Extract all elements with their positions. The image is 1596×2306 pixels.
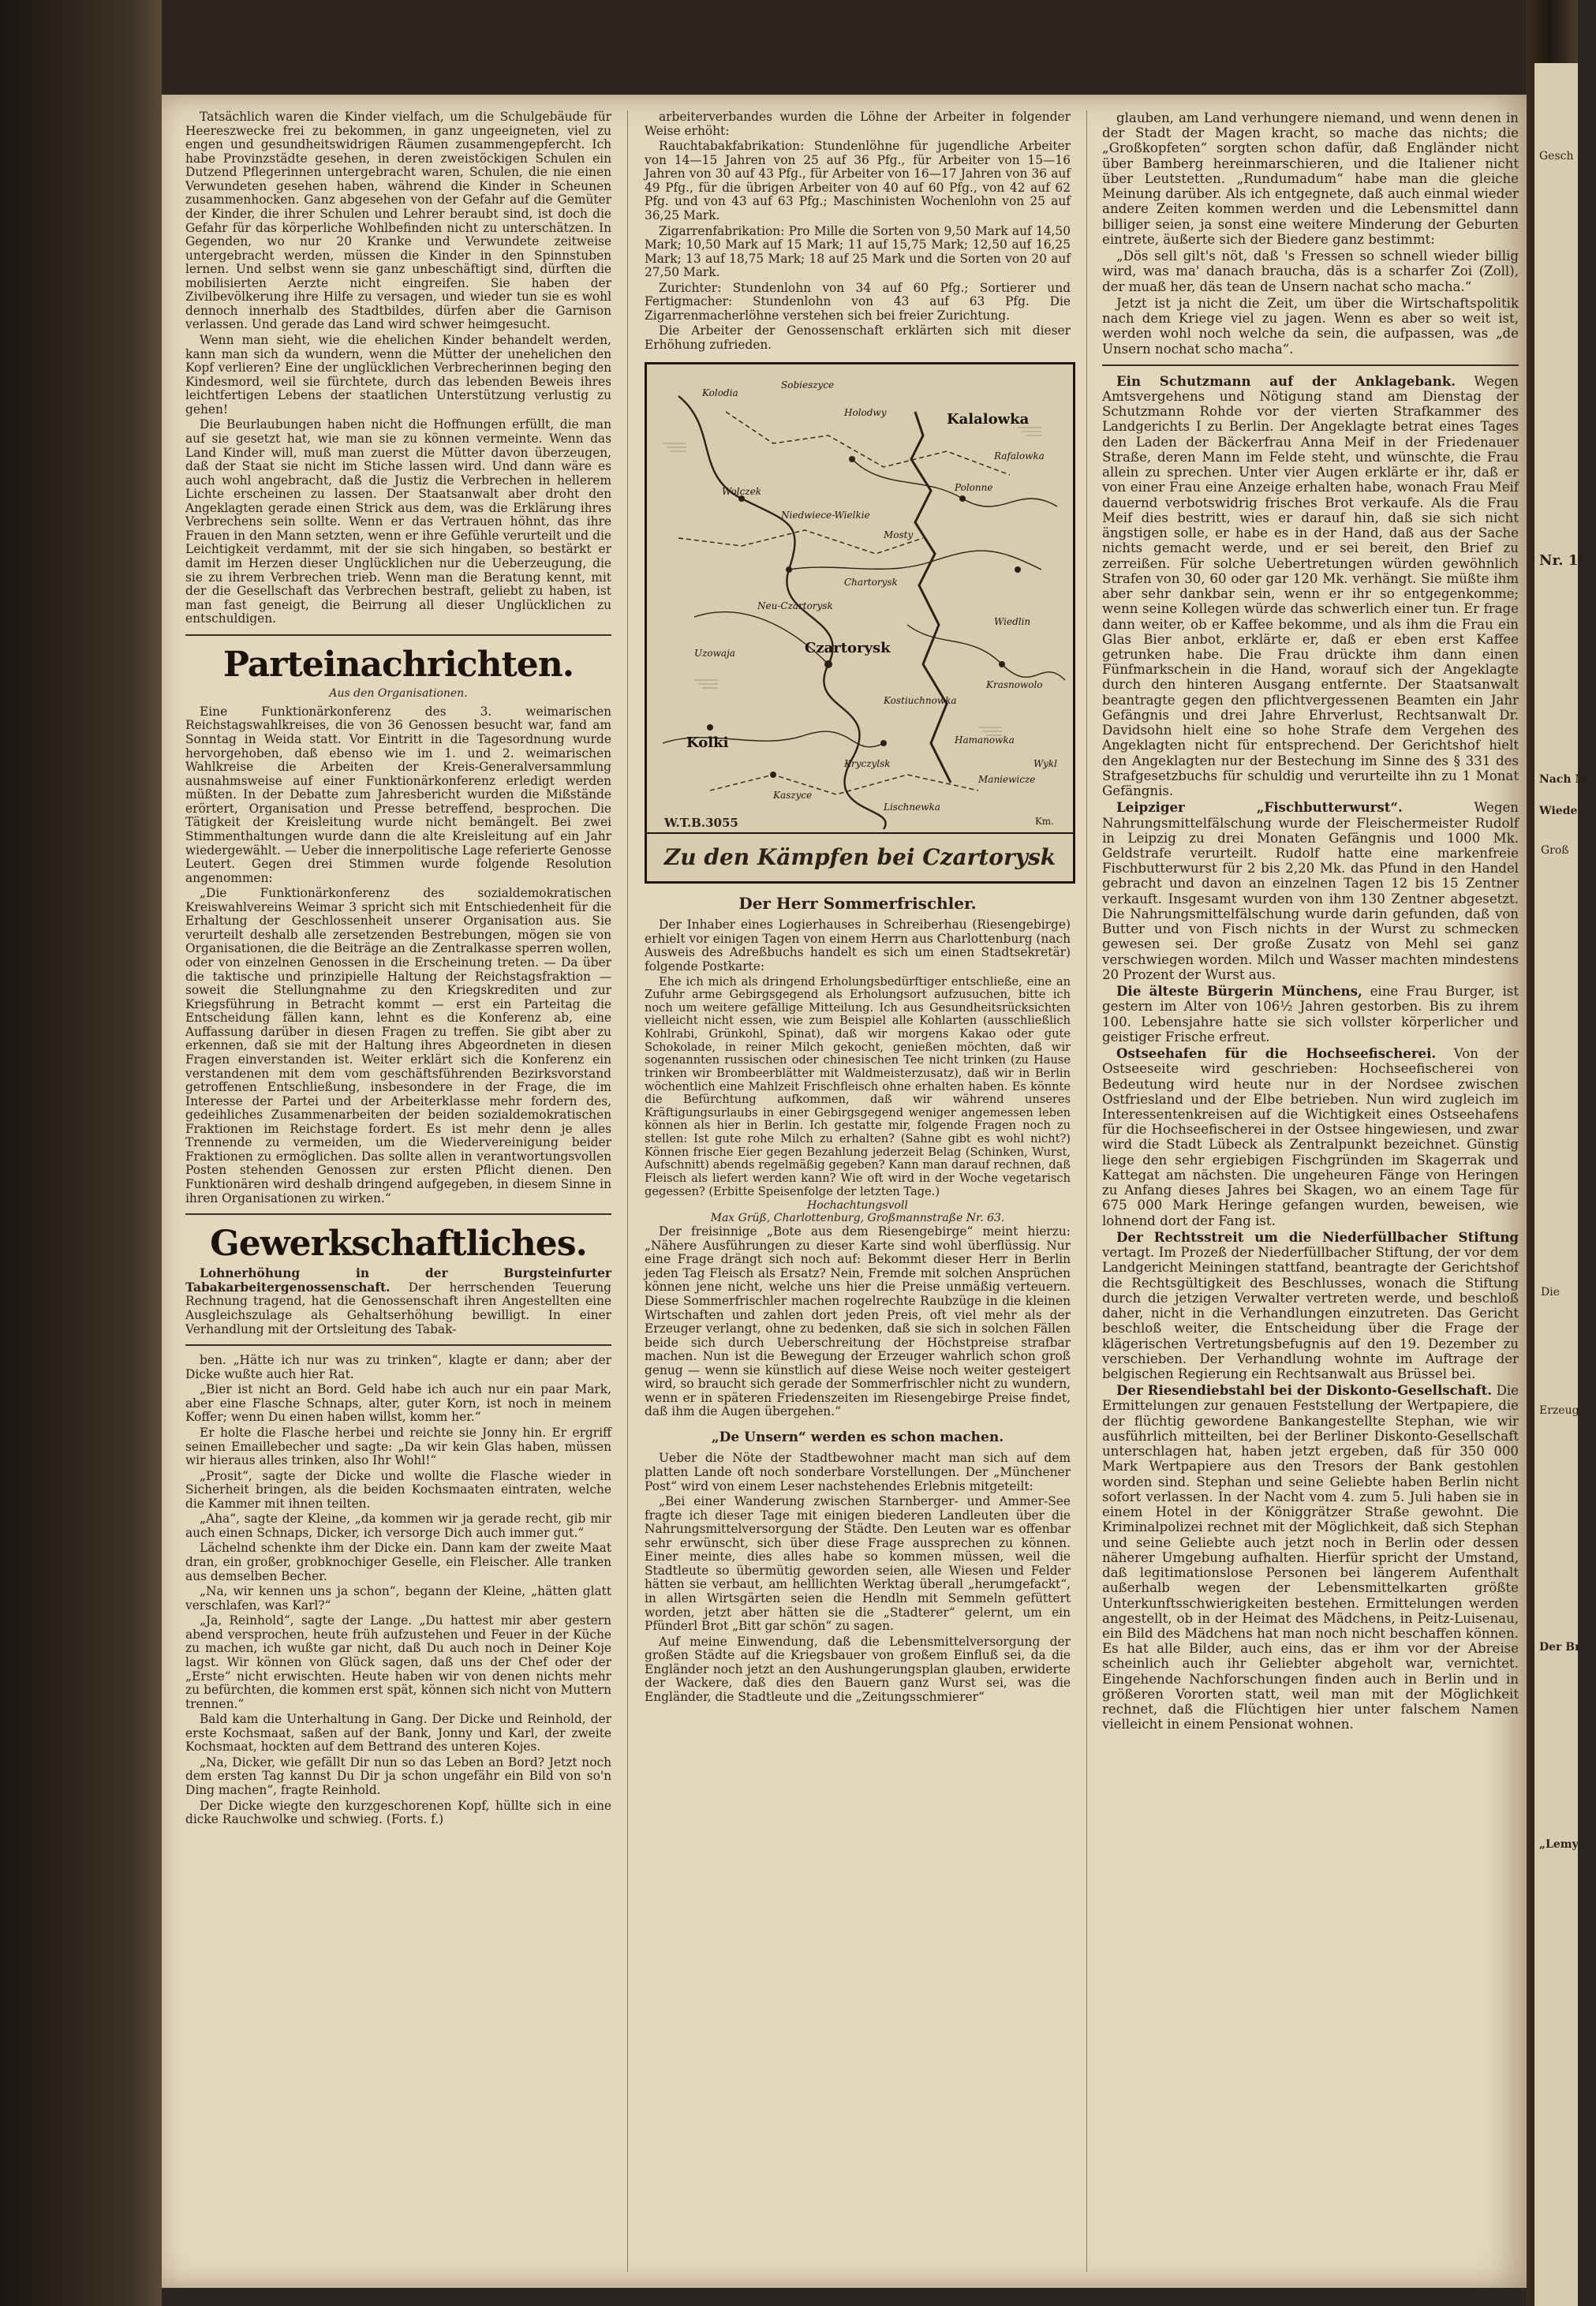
facing-page-fragment: Groß <box>1541 844 1569 857</box>
paragraph: Ehe ich mich als dringend Erholungsbedürftiger entschließe, eine an Zufuhr arme Gebirgsgegend als Erholungsort aufzusuchen, bitte ich noch um weitere gefällige Mitteilung. Ich aus Gesundheitsrücksichten vielleicht nicht essen, wie zum Beispiel alle Kohlarten (ausschließlich Kohlrabi, Grünkohl, Spinat), daß wir morgens Kakao oder gute Schokolade, in reiner Milch gekocht, genießen möchten, daß wir sogenannten russischen oder chinesischen Tee nicht trinken (zu Hause trinken wir Brombeerblätter mit Waldmeisterzusatz), daß wir in Berlin wöchentlich eine Mahlzeit Frischfleisch ohne erhalten haben. Es könnte die Befürchtung aufkommen, daß wir während unseres Kräftigungsurlaubs in einer Gebirgsgegend weniger angemessen leben können als hier in Berlin. Ich gestatte mir, folgende Fragen noch zu stellen: Ist gute rohe Milch zu erhalten? (Sahne gibt es wohl nicht?) Können frische Eier gegen Bezahlung jederzeit Belag (Schinken, Wurst, Aufschnitt) abends regelmäßig gegeben? Kann man darauf rechnen, daß Fleisch als liefert werden kann? Wie oft wird in der Woche vegetarisch gegessen? (Erbitte Speisenfolge der letzten Tage.) <box>645 974 1071 1198</box>
letter-closing: Hochachtungsvoll <box>807 1199 908 1213</box>
column-left <box>185 110 611 2272</box>
article-title: Der Rechtsstreit um die Niederfüllbacher Stiftung <box>1116 1228 1519 1245</box>
facing-page-fragment: Die <box>1541 1286 1560 1299</box>
story-paragraph: ben. „Hätte ich nur was zu trinken“, klagte er dann; aber der Dicke wußte auch hier Rat. <box>185 1353 611 1381</box>
article-title: Ostseehafen für die Hochseefischerei. <box>1116 1045 1437 1062</box>
map-place: Maniewicze <box>978 773 1036 785</box>
facing-page-fragment: „Lemyg“ <box>1539 1838 1593 1851</box>
paragraph: Zurichter: Stundenlohn von 34 auf 60 Pfg.; Sortierer und Fertigmacher: Stundenlohn von 43 auf 63 Pfg. Die Zigarrenmacherlöhne verstehen sich bei freier Zurichtung. <box>645 280 1071 323</box>
paragraph: Ueber die Nöte der Stadtbewohner macht man sich auf dem platten Lande oft noch sonderbare Vorstellungen. Der „Münchener Post“ wird von einem Leser nachstehendes Erlebnis mitgeteilt: <box>645 1451 1071 1493</box>
paragraph: Wenn man sieht, wie die ehelichen Kinder behandelt werden, kann man sich da wundern, wenn die Mütter der unehelichen den Kopf verlieren? Eine der unglücklichen Verbrecherinnen beging den Kindesmord, weil sie fürchtete, durch das lebenden Beweis ihres leichtfertigen Lebens der staatlichen Unterstützung verlustig zu gehen! <box>185 333 611 417</box>
map-place: Kryczylsk <box>844 757 891 769</box>
section-rule <box>185 634 611 636</box>
column-middle <box>645 110 1071 2272</box>
story-paragraph: „Na, Dicker, wie gefällt Dir nun so das Leben an Bord? Jetzt noch dem ersten Tag kannst Du Dir ja schon ungefähr ein Bild von so'n Ding machen“, fragte Reinhold. <box>185 1755 611 1798</box>
map-place: Rafalowka <box>994 450 1045 462</box>
story-paragraph: Der Dicke wiegte den kurzgeschorenen Kopf, hüllte sich in eine dicke Rauchwolke und schwieg. (Forts. f.) <box>185 1798 611 1827</box>
paragraph: Tatsächlich waren die Kinder vielfach, um die Schulgebäude für Heereszwecke frei zu bekommen, in ganz ungeeigneten, viel zu engen und gesundheitswidrigen Räumen zusammengepfercht. Ich habe Provinzstädte gesehen, in deren zweistöckigen Schulen ein Dutzend Pflegerinnen untergebracht waren, Schulen, die nie einen Verwundeten gesehen haben, während die Kinder in Scheunen zusammenhocken. Ganz abgesehen von der Gefahr auf die Gemüter der Kinder, die ihrer Schulen und Lehrer beraubt sind, ist doch die Gefahr für das körperliche Wohlbefinden nicht zu unterschätzen. In Gegenden, wo nur 20 Kranke und Verwundete zeitweise untergebracht werden, müssen die Kinder in den Spinnstuben lernen. Und selbst wenn sie ganz unbeschäftigt sind, dürften die mobilisierten Aerzte nicht eingreifen. Sie haben der Zivilbevölkerung ihre Hilfe zu versagen, und wieder tun sie es wohl dennoch innerhalb des Stadtbildes, dürfen aber die Garnison verlassen. Und gerade das Land wird schwer heimgesucht. <box>185 110 611 332</box>
map-place: Mosty <box>884 529 914 540</box>
story-paragraph: Lächelnd schenkte ihm der Dicke ein. Dann kam der zweite Maat dran, ein großer, grobknochiger Geselle, ein Fleischer. Alle tranken aus demselben Becher. <box>185 1541 611 1583</box>
paragraph: Der Inhaber eines Logierhauses in Schreiberhau (Riesengebirge) erhielt vor einigen Tagen von einem Herrn aus Charlottenburg (nach Ausweis des Adreßbuchs handelt es sich um einen Stadtsekretär) folgende Postkarte: <box>645 918 1071 974</box>
map-czartorysk <box>645 362 1075 884</box>
article-title-sommerfrischler: Der Herr Sommerfrischler. <box>738 893 977 913</box>
map-place: Kolodia <box>702 387 738 398</box>
paragraph: glauben, am Land verhungere niemand, und wenn denen in der Stadt der Magen kracht, so mache das nichts; die „Großkopfeten“ sorgten schon dafür, daß Engländer nicht über Bamberg hereinmarschieren, und die Italiener nicht über Leutstetten. „Rundumadum“ habe man die gleiche Meinung darüber. Als ich entgegnete, daß auch einmal wieder andere Zeiten kommen werden und die Lebensmittel dann billiger seien, ja sonst eine weitere Minderung der Geburten eintrete, äußerte sich der Biedere ganz bestimmt: <box>1102 110 1519 247</box>
section-rule <box>185 1213 611 1215</box>
story-paragraph: „Na, wir kennen uns ja schon“, begann der Kleine, „hätten glatt verschlafen, was Karl?“ <box>185 1584 611 1613</box>
map-agency-code: W.T.B.3055 <box>664 816 738 831</box>
map-place: Kaszyce <box>773 789 813 801</box>
article-title: Der Riesendiebstahl bei der Diskonto-Gesellschaft. <box>1116 1382 1493 1399</box>
article-text: Von der Ostseeseite wird geschrieben: Hochseefischerei von Bedeutung wird heute nur in der Nordsee zwischen Ostfriesland und der Elbe betrieben. Nun wird zugleich im Interessentenkreisen auf die Wichtigkeit eines Ostseehafens für die Hochseefischerei in der Ostsee hingewiesen, und zwar wird die Stadt Lübeck als Zentralpunkt bezeichnet. Günstig liege den sehr ergiebigen Fischgründen im Skagerrak und Kattegat am nächsten. Die ungeheuren Fänge von Heringen zu Anfang dieses Jahres bei Skagen, wo an einem Tage für 675 000 Mark Heringe gefangen wurden, beweisen, wie lohnend dort der Fang ist. <box>1102 1046 1519 1228</box>
facing-page-fragment: Nach M <box>1539 773 1587 786</box>
column-right <box>1102 110 1519 2272</box>
map-place: Krasnowolo <box>986 678 1043 690</box>
facing-page-fragment: Erzeug <box>1539 1404 1579 1417</box>
map-place: Czartorysk <box>805 639 891 656</box>
article-text: Wegen Amtsvergehens und Nötigung stand am Dienstag der Schutzmann Rohde vor der vierten Strafkammer des Landgerichts I zu Berlin. Der Angeklagte betrat eines Tages den Laden der Bäckerfrau Anna Meif in der Friedenauer Straße, deren Mann im Felde steht, und wünschte, die Frau allein zu sprechen. Unter vier Augen erklärte er ihr, daß er von einer Frau eine Anzeige erhalten habe, wonach Frau Meif dauernd verbotswidrig frisches Brot verkaufe. Als die Frau Meif dies bestritt, wies er darauf hin, daß sie sich nicht ängstigen solle, er habe es in der Hand, daß aus der Sache nichts gemacht werde, und er sei bereit, den Brief zu zerreißen. Für solche Uebertretungen würden gewöhnlich Strafen von 30, 60 oder gar 120 Mk. verhängt. Sie müßte ihm aber sehr dankbar sein, wenn er ihr so entgegenkomme; wenn seine Kollegen würde das schwerlich einer tun. Er frage dann weiter, ob er Kaffee bekomme, und als ihm die Frau ein Glas Bier anbot, erklärte er, daß er eben erst Kaffee getrunken habe. Die Frau drückte ihm dann einen Fünfmarkschein in die Hand, worauf sich der Angeklagte durch den hinteren Ausgang entfernte. Der Staatsanwalt beantragte gegen den pflichtvergessenen Beamten ein Jahr Gefängnis und drei Jahre Ehrverlust, Rechtsanwalt Dr. Davidsohn hielt eine so hohe Strafe dem Vergehen des Angeklagten nicht für entsprechend. Der Gerichtshof hielt den Angeklagten nur der Bestechung im Sinne des § 331 des Strafgesetzbuchs für schuldig und verurteilte ihn zu 1 Monat Gefängnis. <box>1102 373 1519 799</box>
facing-page-fragment: Der Brub <box>1539 1641 1596 1654</box>
story-paragraph: Bald kam die Unterhaltung in Gang. Der Dicke und Reinhold, der erste Kochsmaat, saßen auf der Bank, Jonny und Karl, der zweite Kochsmaat, hockten auf dem Bettrand des unteren Kojes. <box>185 1712 611 1755</box>
map-place: Wiedlin <box>994 615 1031 627</box>
facing-page-fragment: Gesch <box>1539 150 1574 163</box>
paragraph: „Bei einer Wanderung zwischen Starnberger- und Ammer-See fragte ich dieser Tage mit einigen biederen Landleuten über die Nahrungsmittelversorgung der Städte. Den Leuten war es offenbar sehr erwünscht, sich über diese Frage aussprechen zu können. Einer meinte, dies alles habe so kommen müssen, weil die Stadtleute so übermütig geworden seien, alle Wiesen und Felder hätten sie verbaut, am helllichten Werktag überall „herumgefackt“, in allen Wirtsgärten seien die Hendln mit Semmeln gefüttert worden, jetzt aber hätten sie die „Stadterer“ gelernt, um ein Pfünderl Brot „Bitt gar schön“ zu sagen. <box>645 1494 1071 1634</box>
article-title: Leipziger „Fischbutterwurst“. <box>1116 799 1403 816</box>
story-paragraph: „Ja, Reinhold“, sagte der Lange. „Du hattest mir aber gestern abend versprochen, heute früh aufzustehen und Feuer in der Küche zu machen, ich wußte gar nicht, daß Du auch noch in Deiner Koje lagst. Wir können von Glück sagen, daß uns der Chef oder der „Erste“ nicht erwischten. Heute haben wir von denen nichts mehr zu befürchten, die kommen erst spät, können sich nicht von Muttern trennen.“ <box>185 1613 611 1711</box>
paragraph: Der freisinnige „Bote aus dem Riesengebirge“ meint hierzu: „Nähere Ausführungen zu dieser Karte sind wohl überflüssig. Nur eine Frage drängt sich noch auf: Bekommt dieser Herr in Berlin jeden Tag Fleisch als Ersatz? Nein, Fremde mit solchen Ansprüchen können jene nicht, welche uns hier die Preise unmäßig verteuern. Diese Sommerfrischler machen rogelrechte Raubzüge in die kleinen Wirtschaften und zahlen dort jeden Preis, oft viel mehr als der Erzeuger verlangt, ohne zu bedenken, daß sie sich in solchen Fällen beide sich durch Ueberschreitung der Höchstpreise strafbar machen. Nun ist die Bewegung der Erzeuger wahrlich schon groß genug — wenn sie künstlich auf diese Weise noch weiter gesteigert wird, so braucht sich gerade der Sommerfrischler nicht zu wundern, wenn er in späteren Friedenszeiten im Riesengebirge Preise findet, daß ihm die Augen übergehen.“ <box>645 1224 1071 1419</box>
map-place: Niedwiece-Wielkie <box>781 509 870 521</box>
article-text: Wegen Nahrungsmittelfälschung wurde der Fleischermeister Rudolf in Leipzig zu drei Monaten Gefängnis und 1000 Mk. Geldstrafe verurteilt. Rudolf hatte eine markenfreie Fischbutterwurst für 2 bis 2,20 Mk. das Pfund in den Handel gebracht und davon an einzelnen Tagen 12 bis 15 Zentner verkauft. Insgesamt wurden von ihm 130 Zentner abgesetzt. Die Nahrungsmittelfälschung wurde darin gefunden, daß von Butter und von Fisch nichts in der Wurst zu schmecken gewesen sei. Der große Zusatz von Mehl sei ganz verschwiegen worden. Milch und Wasser machten mindestens 20 Prozent der Wurst aus. <box>1102 800 1519 982</box>
story-paragraph: Er holte die Flasche herbei und reichte sie Jonny hin. Er ergriff seinen Emaillebecher und sagte: „Da wir kein Glas haben, müssen wir hieraus alles trinken, also Ihr Wohl!“ <box>185 1425 611 1468</box>
map-place: Kostiuchnowka <box>884 694 957 706</box>
column-divider <box>627 110 628 2272</box>
article-text: Die Ermittelungen zur genauen Feststellung der Wertpapiere, die der flüchtig gewordene Bankangestellte Stephan, wie wir ausführlich mitteilten, bei der Berliner Diskonto-Gesellschaft unterschlagen hat, haben jetzt ergeben, daß für 350 000 Mark Wertpapiere aus den Tresors der Bank gestohlen worden sind. Stephan und seine Geliebte haben Berlin nicht sofort verlassen. In der Nacht vom 4. zum 5. Juli haben sie in einem Hotel in der Königgrätzer Straße gewohnt. Die Kriminalpolizei rechnet mit der Möglichkeit, daß sich Stephan und seine Geliebte auch jetzt noch in Berlin oder dessen näherer Umgebung aufhalten. Hierfür spricht der Umstand, daß legitimationslose Personen bei längerem Aufenthalt außerhalb wegen der Lebensmittelkarten größte Unterkunftsschwierigkeiten bestehen. Ermittelungen werden angestellt, ob in der Heimat des Mädchens, in Peitz-Luisenau, ein Bild des Mädchens hat man noch nicht beschaffen können. Es hat alle Bilder, auch eins, das er ihm vor der Abreise scheinlich auch ihr Geliebter abgeholt war, vernichtet. Eingehende Nachforschungen finden auch in Berlin und in größeren Vororten statt, weil man mit der Möglichkeit rechnet, daß die Flüchtigen hier unter falschem Namen vielleicht in einem Pensionat wohnen. <box>1102 1383 1519 1732</box>
facing-page-fragment: Nr. 16 <box>1539 552 1588 569</box>
paragraph: Eine Funktionärkonferenz des 3. weimarischen Reichstagswahlkreises, die von 36 Genossen besucht war, fand am Sonntag in Weida statt. Vor Eintritt in die Tagesordnung wurde hervorgehoben, daß ebenso wie im 1. und 2. weimarischen Wahlkreise die Arbeiten der Kreis-Generalversammlung ausnahmsweise auf einer Funktionärkonferenz erledigt werden müßten. In der Debatte zum Jahresbericht wurden die Mißstände erörtert, Organisation und Presse betreffend, besprochen. Die Tätigkeit der Kreisleitung wurde nicht bemängelt. Bei zwei Stimmenthaltungen wurde dann die alte Kreisleitung auf ein Jahr wiedergewählt. — Ueber die innerpolitische Lage referierte Genosse Leutert. Gegen drei Stimmen wurde folgende Resolution angenommen: <box>185 704 611 885</box>
article-title: Die älteste Bürgerin Münchens, <box>1116 983 1362 1000</box>
map-place: Neu-Czartorysk <box>757 600 833 611</box>
map-place: Kolki <box>686 734 729 751</box>
paragraph: Rauchtabakfabrikation: Stundenlöhne für jugendliche Arbeiter von 14—15 Jahren von 25 auf 36 Pfg., für Arbeiter von 15—16 Jahren von 30 auf 43 Pfg., für Arbeiter von 16—17 Jahren von 36 auf 49 Pfg., für die übrigen Arbeiter von 40 auf 60 Pfg., von 42 auf 62 Pfg. und von 43 auf 63 Pfg.; Maschinisten Wochenlohn von 25 auf 36,25 Mark. <box>645 139 1071 222</box>
map-caption: Zu den Kämpfen bei Czartorysk <box>647 832 1073 881</box>
story-paragraph: „Prosit“, sagte der Dicke und wollte die Flasche wieder in Sicherheit bringen, als die beiden Kochsmaaten eintraten, welche die Kammer mit ihnen teilten. <box>185 1468 611 1511</box>
map-place: Hamanowka <box>955 734 1015 746</box>
section-rule <box>185 1344 611 1346</box>
section-title-parteinachrichten: Parteinachrichten. <box>222 644 574 685</box>
map-place: Sobieszyce <box>781 379 835 391</box>
map-scale-unit: Km. <box>1034 815 1054 827</box>
map-place: Wolczek <box>722 485 761 497</box>
map-place: Holodwy <box>844 406 887 418</box>
map-place: Kalalowka <box>947 410 1030 428</box>
section-title-gewerkschaftliches: Gewerkschaftliches. <box>210 1224 587 1265</box>
facing-page-fragment: Wiede <box>1539 805 1578 817</box>
article-text: eine Frau Burger, ist gestern im Alter von 106½ Jahren gestorben. Bis zu ihrem 100. Lebensjahre hatte sie sich vollster körperlicher und geistiger Frische erfreut. <box>1102 984 1519 1045</box>
paragraph: Auf meine Einwendung, daß die Lebensmittelversorgung der großen Städte auf die Kriegsbauer von großem Einfluß sei, da die Engländer noch jetzt an den Aushungerungsplan glauben, erwiderte der Wackere, daß dies den Bauern ganz Wurst sei, was die Engländer, die Stadtleute und die „Zeitungsschmierer“ <box>645 1634 1071 1704</box>
section-rule <box>1102 364 1519 366</box>
map-place: Polonne <box>955 481 993 493</box>
paragraph: Die Beurlaubungen haben nicht die Hoffnungen erfüllt, die man auf sie gesetzt hat, wie man sie zu können vermeinte. Wenn das Land Kinder will, muß man zuerst die Mütter davon überzeugen, daß der Staat sie nicht im Stiche lassen wird. Und dann wäre es auch wohl angebracht, daß die Justiz die Verbrechen in hellerem Lichte erscheinen zu lassen. Der Staatsanwalt aber droht den Angeklagten gerade einen Strick aus dem, was die Erklärung ihres Verbrechens sein sollte. Wenn er das Vertrauen höhnt, das ihre Frauen in den Mann setzten, wenn er ihre Gefühle verurteilt und die Leichtigkeit verdammt, mit der sie sich hingaben, so bestärkt er damit im Herzen dieser Unglücklichen nur die Ueberzeugung, die sie zu ihrem Verbrechen trieb. Wenn man die Beratung kennt, mit der die Gesellschaft das Verbrechen bestraft, geliebt zu haben, ist man fast geneigt, die Beirrung all dieser Unglücklichen zu entschuldigen. <box>185 417 611 626</box>
article-text: vertagt. Im Prozeß der Niederfüllbacher Stiftung, der vor dem Landgericht Meiningen stattfand, beantragte der Gerichtshof die Rechtsgültigkeit des Beschlusses, wonach die Stiftung durch die jetzigen Verwalter vertreten werde, und beschloß daher, nicht in die Verhandlungen einzutreten. Das Gericht beschloß weiter, die Entscheidung über die Frage der klägerischen Vertretungsbefugnis auf den 19. Dezember zu verschieben. Der Verhandlung wohnte im Auftrage der belgischen Regierung ein Rechtsanwalt aus Brüssel bei. <box>1102 1245 1519 1381</box>
book-spine-left <box>0 0 162 2306</box>
map-place: Lischnewka <box>884 801 940 813</box>
letter-signature: Max Grüß, Charlottenburg, Großmannstraße Nr. 63. <box>710 1212 1005 1225</box>
article-text: Der herrschenden Teuerung Rechnung tragend, hat die Genossenschaft ihren Angestellten eine Ausgleichszulage als Gehaltserhöhung bewilligt. In einer Verhandlung mit der Ortsleitung des Tabak- <box>185 1280 611 1336</box>
story-paragraph: „Aha“, sagte der Kleine, „da kommen wir ja gerade recht, gib mir auch einen Schnaps, Dicker, ich versorge Dich auch immer gut.“ <box>185 1512 611 1540</box>
article-lead: Lohnerhöhung in der Burgsteinfurter Tabakarbeitergenossenschaft. <box>185 1266 611 1295</box>
facing-page-edge <box>1534 63 1596 2306</box>
story-paragraph: „Bier ist nicht an Bord. Geld habe ich auch nur ein paar Mark, aber eine Flasche Schnaps, alter, guter Korn, ist noch in meinem Koffer; wenn Du einen haben willst, komm her.“ <box>185 1382 611 1425</box>
paragraph: Jetzt ist ja nicht die Zeit, um über die Wirtschaftspolitik nach dem Kriege viel zu jagen. Wenn es aber so weit ist, werden wohl noch welche da sein, die aufpassen, was „de Unsern nochat scho macha“. <box>1102 295 1519 357</box>
book-top-edge <box>162 0 1534 95</box>
article-title-de-unsern: „De Unsern“ werden es schon machen. <box>711 1430 1004 1446</box>
column-divider <box>1086 110 1087 2272</box>
map-place: Chartorysk <box>844 576 898 588</box>
map-place: Uzowaja <box>694 647 735 659</box>
section-subtitle: Aus den Organisationen. <box>329 686 468 700</box>
article-title: Ein Schutzmann auf der Anklagebank. <box>1116 372 1456 389</box>
paragraph: „Dös sell gilt's nöt, daß 's Fressen so schnell wieder billig wird, was ma' danach braucha, däs is a scharfer Zoi (Zoll), der muaß her, däs tean de Unsern nachat scho macha.“ <box>1102 249 1519 294</box>
map-place: Wykl <box>1033 757 1057 769</box>
paragraph: arbeiterverbandes wurden die Löhne der Arbeiter in folgender Weise erhöht: <box>645 110 1071 138</box>
paragraph: „Die Funktionärkonferenz des sozialdemokratischen Kreiswahlvereins Weimar 3 spricht sich mit Entschiedenheit für die Erhaltung der Geschlossenheit unserer Organisation aus. Sie verurteilt deshalb alle zersetzenden Bestrebungen, mögen sie von Organisationen, die die Beiträge an die Zentralkasse sperren wollen, oder von einzelnen Genossen in die Erscheinung treten. — Da über die taktische und prinzipielle Haltung der Reichstagsfraktion — soweit die Stellungnahme zu den Kriegskrediten und zur Kriegsführung in Betracht kommt — erst ein Parteitag die Entscheidung fällen kann, lehnt es die Konferenz ab, eine Auffassung darüber in diesen Fragen zu treffen. Sie gibt aber zu erkennen, daß sie mit der Haltung ihres Abgeordneten in diesen Fragen einverstanden ist. Weiter erklärt sich die Konferenz ein verstandenen mit dem vom geschäftsführenden Bezirksvorstand getroffenen Entschließung, insbesondere in der Frage, die im Interesse der Partei und der Arbeiterklasse mehr fordern des, gedeihliches Zusammenarbeiten der beiden sozialdemokratischen Fraktionen im Reichstage fordert. Es ist mehr denn je alles Trennende zu vermeiden, um die Wiedervereinigung beider Fraktionen zu ermöglichen. Das sollte allen in verantwortungsvollen Posten stehenden Genossen zur ersten Pflicht dienen. Den Funktionären wird deshalb dringend aufgegeben, in diesem Sinne in ihren Organisationen zu wirken.“ <box>185 886 611 1205</box>
paragraph: Die Arbeiter der Genossenschaft erklärten sich mit dieser Erhöhung zufrieden. <box>645 323 1071 352</box>
newspaper-page <box>162 95 1534 2288</box>
paragraph: Zigarrenfabrikation: Pro Mille die Sorten von 9,50 Mark auf 14,50 Mark; 10,50 Mark auf 15 Mark; 11 auf 15,75 Mark; 12,50 auf 16,25 Mark; 13 auf 18,75 Mark; 18 auf 25 Mark und die Sorten von 20 auf 27,50 Mark. <box>645 223 1071 280</box>
